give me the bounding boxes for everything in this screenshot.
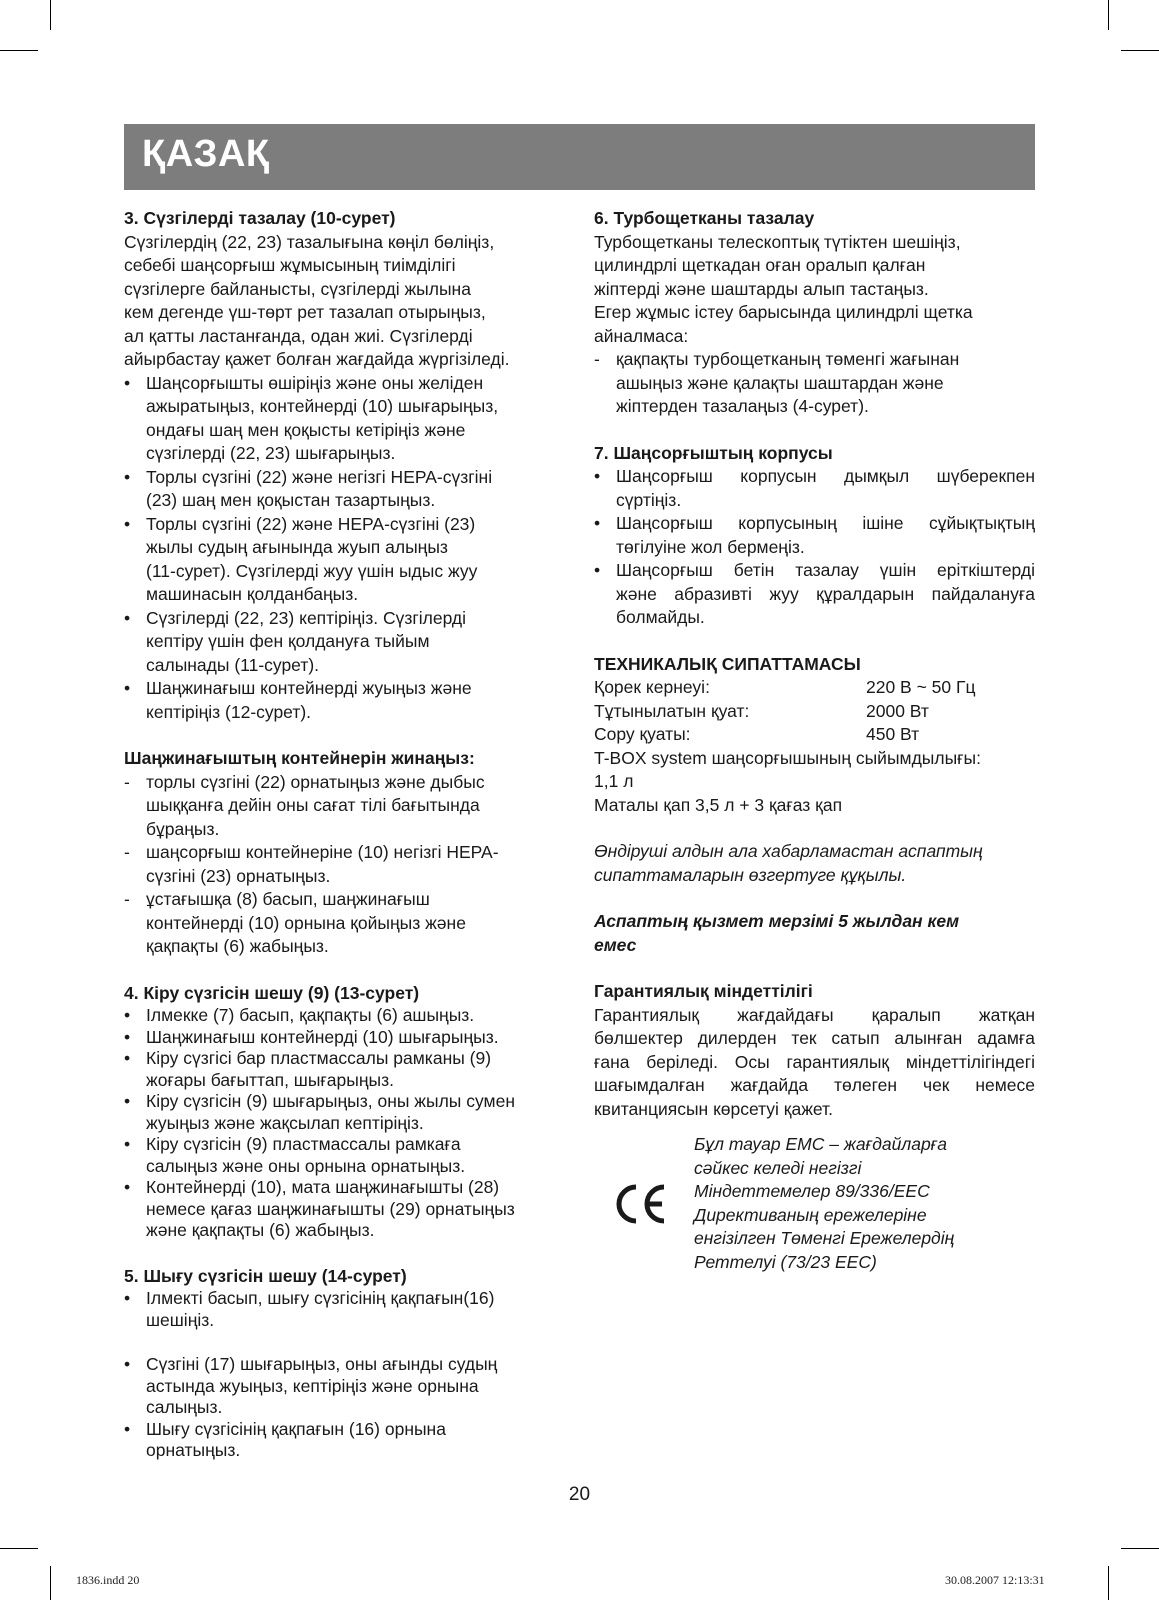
text-line: айырбастау қажет болған жағдайда жүргізіледі. <box>124 349 510 369</box>
text-line: сипаттамаларын өзгертуге құқылы. <box>594 864 907 885</box>
crop-mark <box>1121 1548 1159 1549</box>
section-title: 7. Шаңсорғыштың корпусы <box>594 442 833 463</box>
text-line: жіптерден тазалаңыз (4-сурет). <box>616 396 869 416</box>
text-line: T-BOX system шаңсорғышының сыйымдылығы: <box>594 747 981 768</box>
text-line: төгілуіне жол бермеңіз. <box>616 536 805 557</box>
list-marker: • <box>124 1354 131 1374</box>
spec-label: Сору қуаты: <box>594 724 691 744</box>
spec-row <box>594 676 1035 700</box>
crop-mark <box>0 1548 38 1549</box>
text-line: Кіру сүзгісін (9) шығарыңыз, оны жылы сумен <box>146 1091 515 1111</box>
text-line: Шаңсорғышты өшіріңіз және оны желіден <box>146 372 484 393</box>
text-line: контейнерді (10) орнына қойыңыз және <box>146 912 466 933</box>
text-line: салыңыз. <box>146 1397 223 1417</box>
text-line: торлы сүзгіні (22) орнатыңыз және дыбыс <box>146 771 485 792</box>
text-line: болмайды. <box>616 607 705 627</box>
text-line: жылы судың ағынында жуып алыңыз <box>146 537 448 557</box>
text-line: шешіңіз. <box>146 1309 215 1330</box>
list-item <box>124 1288 559 1331</box>
list-marker: - <box>594 349 600 369</box>
crop-mark <box>50 0 51 30</box>
text-line: Кіру сүзгісін (9) пластмассалы рамкаға <box>146 1134 461 1154</box>
page-title: ҚАЗАҚ <box>142 133 270 175</box>
text-line: Торлы сүзгіні (22) және негізгі HEPA-сүзгіні <box>146 466 493 487</box>
spec-value: 450 Вт <box>866 724 920 744</box>
section-title: 3. Сүзгілерді тазалау (10-сурет) <box>124 208 396 228</box>
text-line: сүртіңіз. <box>616 489 682 510</box>
text-line: ұстағышқа (8) басып, шаңжинағыш <box>146 889 430 909</box>
list-marker: • <box>124 678 131 698</box>
list-marker: • <box>124 1026 131 1047</box>
spec-value: 220 В ~ 50 Гц <box>866 677 976 697</box>
list-item <box>594 348 1035 419</box>
list-marker: • <box>124 1177 131 1197</box>
text-line: сүзгілерге байланысты, сүзгілерді жылына <box>124 278 471 299</box>
section-title: Шаңжинағыштың контейнерін жинаңыз: <box>124 748 475 768</box>
list-marker: - <box>124 771 130 792</box>
text-line: ғана беріледі. Осы гарантиялық міндеттілігіндегі <box>594 1051 1035 1072</box>
list-marker: • <box>124 1005 131 1025</box>
text-line: Сүзгіні (17) шығарыңыз, оны ағынды судың <box>146 1354 498 1374</box>
specs-title: ТЕХНИКАЛЫҚ СИПАТТАМАСЫ <box>594 653 861 674</box>
text-line: жоғары бағыттап, шығарыңыз. <box>146 1069 394 1090</box>
text-line: Сүзгілердің (22, 23) тазалығына көңіл бөліңіз, <box>124 231 495 252</box>
bags-text: Маталы қап 3,5 л + 3 қағаз қап <box>594 794 843 815</box>
text-line: Реттелуі (73/23 ЕЕС) <box>694 1251 877 1272</box>
list-marker: • <box>594 560 601 580</box>
text-line: жуыңыз және жақсылап кептіріңіз. <box>146 1112 424 1133</box>
text-line: Директиваның ережелеріне <box>694 1204 927 1225</box>
list-item <box>124 1027 559 1049</box>
list-item <box>594 465 1035 512</box>
list-item <box>124 607 559 678</box>
text-line: қақпақты (6) жабыңыз. <box>146 936 329 956</box>
list-marker: • <box>124 513 131 534</box>
ce-block <box>594 1133 1035 1283</box>
list-item <box>124 1354 559 1419</box>
list-item <box>124 677 559 724</box>
section-title: 5. Шығу сүзгісін шешу (14-сурет) <box>124 1265 407 1286</box>
spec-label: Тұтынылатын қуат: <box>594 700 750 721</box>
text-line: жіптерді және шаштарды алып тастаңыз. <box>594 278 929 299</box>
text-line: Шығу сүзгісінің қақпағын (16) орнына <box>146 1418 446 1439</box>
text-line: Шаңжинағыш контейнерді (10) шығарыңыз. <box>146 1026 499 1047</box>
text-line: Сүзгілерді (22, 23) кептіріңіз. Сүзгілерді <box>146 607 467 628</box>
list-marker: • <box>124 1418 131 1439</box>
list-item <box>124 1177 559 1242</box>
list-marker: • <box>124 607 131 628</box>
spec-value: 2000 Вт <box>866 700 929 721</box>
text-line: бөлшектер дилерден тек сатып алынған адамға <box>594 1028 1035 1048</box>
text-line: және абразивті жуу құралдарын пайдалануға <box>616 583 1035 604</box>
text-line: шағымдалған жағдайда төлеген чек немесе <box>594 1075 1035 1095</box>
list-item <box>124 372 559 466</box>
spec-row <box>594 700 1035 724</box>
bullet-list <box>594 465 1035 630</box>
list-marker: • <box>594 513 601 533</box>
text-line: кептіріңіз (12-сурет). <box>146 701 312 722</box>
text-line: астында жуыңыз, кептіріңіз және орнына <box>146 1375 479 1396</box>
text-line: Шаңсорғыш корпусын дымқыл шүберекпен <box>616 466 1035 486</box>
service-life-text <box>594 910 1035 957</box>
text-line: Контейнерді (10), мата шаңжинағышты (28) <box>146 1177 500 1197</box>
list-item <box>124 466 559 513</box>
list-marker: • <box>124 1134 131 1154</box>
ce-mark-icon <box>612 1181 672 1227</box>
text-line: Ілмекке (7) басып, қақпақты (6) ашыңыз. <box>146 1005 475 1025</box>
list-item <box>124 513 559 607</box>
list-marker: • <box>124 372 131 393</box>
list-item <box>594 512 1035 559</box>
text-line: себебі шаңсорғыш жұмысының тиімділігі <box>124 255 456 275</box>
list-marker: - <box>124 842 130 862</box>
text-line: ал қатты ластанғанда, одан жиі. Сүзгілерді <box>124 325 473 346</box>
spec-row <box>594 723 1035 747</box>
text-line: шыққанға дейін оны сағат тілі бағытында <box>146 795 480 815</box>
text-line: Ілмекті басып, шығу сүзгісінің қақпағын(16) <box>146 1288 495 1308</box>
text-line: Гарантиялық жағдайдағы қаралып жатқан <box>594 1004 1035 1025</box>
text-line: сәйкес келеді негізгі <box>694 1157 862 1178</box>
text-line: орнатыңыз. <box>146 1440 241 1460</box>
list-item <box>124 1091 559 1134</box>
section-intro <box>594 231 1035 349</box>
crop-mark <box>1108 0 1109 30</box>
text-line: Аспаптың қызмет мерзімі 5 жылдан кем <box>594 911 960 931</box>
text-line: 1,1 л <box>594 771 634 791</box>
text-line: кем дегенде үш-төрт рет тазалап отырыңыз, <box>124 302 486 322</box>
text-line: ондағы шаң мен қоқысты кетіріңіз және <box>146 419 466 440</box>
list-marker: • <box>124 466 131 487</box>
text-line: (23) шаң мен қоқыстан тазартыңыз. <box>146 490 436 510</box>
text-line: Шаңсорғыш бетін тазалау үшін еріткіштерді <box>616 560 1035 580</box>
text-line: бұраңыз. <box>146 818 220 839</box>
bullet-list <box>124 372 559 725</box>
section-intro <box>124 231 559 372</box>
specs-table <box>594 676 1035 747</box>
capacity-text <box>594 747 1035 794</box>
warranty-title: Гарантиялық міндеттілігі <box>594 981 813 1001</box>
text-line: айналмаса: <box>594 325 689 346</box>
text-line: енгізілген Төменгі Ережелердің <box>694 1228 955 1248</box>
warranty-text <box>594 1004 1035 1122</box>
crop-mark <box>50 1566 51 1600</box>
section-title: 6. Турбощетканы тазалау <box>594 208 815 228</box>
language-header <box>124 124 1035 190</box>
text-line: Егер жұмыс істеу барысында цилиндрлі щетка <box>594 302 973 322</box>
text-line: квитанциясын көрсетуі қажет. <box>594 1098 833 1119</box>
text-line: салынады (11-сурет). <box>146 654 320 675</box>
crop-mark <box>1108 1566 1109 1600</box>
text-line: қақпақты турбощетканың төменгі жағынан <box>616 349 960 369</box>
list-marker: - <box>124 889 130 909</box>
text-line: кептіру үшін фен қолдануға тыйым <box>146 631 430 651</box>
list-item <box>124 1419 559 1462</box>
text-line: Өндіруші алдын ала хабарламастан аспаптың <box>594 841 983 861</box>
text-line: машинасын қолданбаңыз. <box>146 584 359 604</box>
right-column <box>594 207 1035 1283</box>
list-item <box>124 1048 559 1091</box>
text-line: ашыңыз және қалақты шаштардан және <box>616 372 944 393</box>
dash-list <box>594 348 1035 419</box>
text-line: және қақпақты (6) жабыңыз. <box>146 1220 375 1240</box>
text-line: Міндеттемелер 89/336/ЕЕС <box>694 1181 930 1201</box>
text-line: Кіру сүзгісі бар пластмассалы рамканы (9) <box>146 1048 492 1068</box>
ce-text <box>694 1133 1024 1274</box>
list-item <box>124 888 559 959</box>
list-marker: • <box>124 1048 131 1068</box>
text-line: (11-сурет). Сүзгілерді жуу үшін ыдыс жуу <box>146 560 478 581</box>
text-line: цилиндрлі щеткадан оған оралып қалған <box>594 255 926 275</box>
list-item <box>124 771 559 842</box>
dash-list <box>124 771 559 959</box>
bullet-list <box>124 1288 559 1331</box>
text-line: ажыратыңыз, контейнерді (10) шығарыңыз, <box>146 396 499 416</box>
text-line: сүзгіні (23) орнатыңыз. <box>146 865 331 886</box>
list-marker: • <box>124 1091 131 1111</box>
slug-date: 30.08.2007 12:13:31 <box>945 1573 1045 1587</box>
text-line: Шаңсорғыш корпусының ішіне сұйықтықтың <box>616 513 1035 533</box>
text-line: Шаңжинағыш контейнерді жуыңыз және <box>146 678 472 698</box>
bullet-list <box>124 1005 559 1242</box>
list-item <box>594 559 1035 630</box>
list-item <box>124 1005 559 1027</box>
page-number: 20 <box>568 1484 591 1505</box>
left-column <box>124 207 559 1462</box>
section-title: 4. Кіру сүзгісін шешу (9) (13-сурет) <box>124 982 420 1003</box>
text-line: немесе қағаз шаңжинағышты (29) орнатыңыз <box>146 1198 515 1219</box>
spec-label: Қорек кернеуі: <box>594 677 710 697</box>
text-line: салыңыз және оны орнына орнатыңыз. <box>146 1155 466 1176</box>
notice-text <box>594 840 1035 887</box>
bullet-list <box>124 1354 559 1462</box>
text-line: Торлы сүзгіні (22) және HEPA-сүзгіні (23) <box>146 513 476 534</box>
text-line: сүзгілерді (22, 23) шығарыңыз. <box>146 443 396 463</box>
text-line: Бұл тауар ЕМС – жағдайларға <box>694 1134 948 1154</box>
text-line: емес <box>594 934 637 955</box>
list-marker: • <box>124 1288 131 1308</box>
crop-mark <box>1121 50 1159 51</box>
list-item <box>124 841 559 888</box>
list-item <box>124 1134 559 1177</box>
list-marker: • <box>594 466 601 486</box>
text-line: Турбощетканы телескоптық түтіктен шешіңіз, <box>594 231 961 252</box>
slug-file: 1836.indd 20 <box>76 1573 140 1587</box>
text-line: шаңсорғыш контейнеріне (10) негізгі HEPA- <box>146 842 499 862</box>
crop-mark <box>0 50 38 51</box>
